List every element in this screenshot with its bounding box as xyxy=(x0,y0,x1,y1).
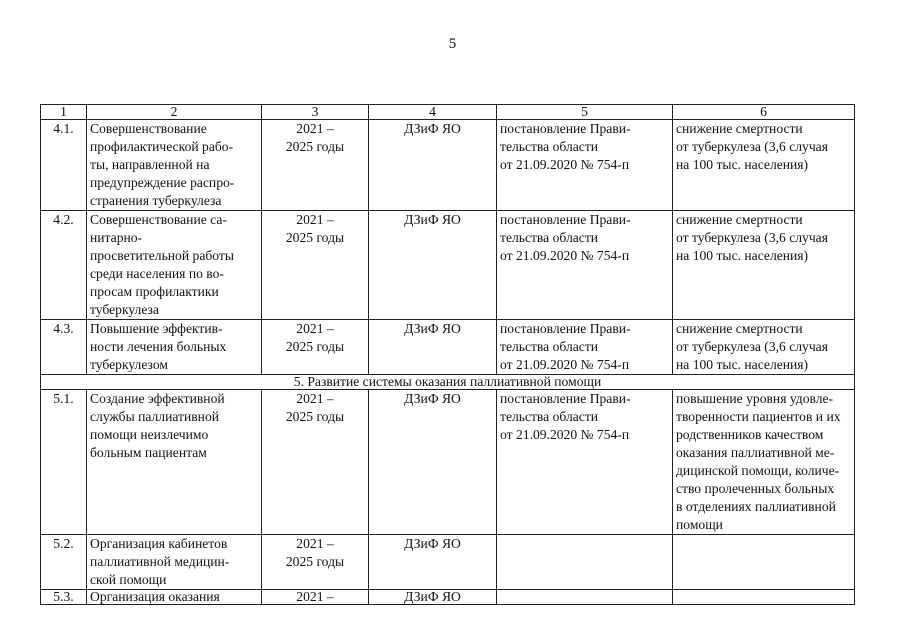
table-row xyxy=(41,120,855,211)
result-cell: снижение смертности от туберкулеза (3,6 случая на 100 тыс. населения) xyxy=(673,120,855,211)
row-number: 5.3. xyxy=(41,590,87,605)
result-cell: снижение смертности от туберкулеза (3,6 случая на 100 тыс. населения) xyxy=(673,320,855,375)
result-cell xyxy=(673,590,855,605)
section-title: 5. Развитие системы оказания паллиативной помощи xyxy=(41,375,855,390)
document-cell: постановление Прави- тельства области от 21.09.2020 № 754-п xyxy=(497,120,673,211)
action-cell: Организация оказания xyxy=(87,590,262,605)
row-number: 4.1. xyxy=(41,120,87,211)
document-cell xyxy=(497,590,673,605)
row-number: 5.1. xyxy=(41,390,87,535)
action-cell: Организация кабинетов паллиативной медицин- ской помощи xyxy=(87,535,262,590)
document-cell: постановление Прави- тельства области от 21.09.2020 № 754-п xyxy=(497,320,673,375)
executor-cell: ДЗиФ ЯО xyxy=(369,535,497,590)
executor-cell: ДЗиФ ЯО xyxy=(369,120,497,211)
executor-cell: ДЗиФ ЯО xyxy=(369,390,497,535)
period-cell: 2021 – xyxy=(262,590,369,605)
table-row xyxy=(41,211,855,320)
header-cell: 4 xyxy=(369,105,497,120)
period-cell: 2021 – 2025 годы xyxy=(262,211,369,320)
page-number: 5 xyxy=(448,36,457,52)
document-cell: постановление Прави- тельства области от 21.09.2020 № 754-п xyxy=(497,211,673,320)
executor-cell: ДЗиФ ЯО xyxy=(369,320,497,375)
table-row xyxy=(41,390,855,535)
table-header-row xyxy=(41,105,855,120)
action-cell: Создание эффективной службы паллиативной помощи неизлечимо больным пациентам xyxy=(87,390,262,535)
document-cell xyxy=(497,535,673,590)
period-cell: 2021 – 2025 годы xyxy=(262,535,369,590)
measures-table xyxy=(40,104,855,605)
result-cell xyxy=(673,535,855,590)
header-cell: 6 xyxy=(673,105,855,120)
header-cell: 5 xyxy=(497,105,673,120)
executor-cell: ДЗиФ ЯО xyxy=(369,211,497,320)
table-row xyxy=(41,590,855,605)
document-cell: постановление Прави- тельства области от 21.09.2020 № 754-п xyxy=(497,390,673,535)
executor-cell: ДЗиФ ЯО xyxy=(369,590,497,605)
row-number: 4.2. xyxy=(41,211,87,320)
header-cell: 2 xyxy=(87,105,262,120)
action-cell: Совершенствование са- нитарно- просветительной работы среди населения по во- просам профилактики туберкулеза xyxy=(87,211,262,320)
table-row xyxy=(41,535,855,590)
header-cell: 3 xyxy=(262,105,369,120)
table-row xyxy=(41,320,855,375)
result-cell: повышение уровня удовле- творенности пациентов и их родственников качеством оказания паллиативной ме- дицинской помощи, количе- ство пролеченных больных в отделениях паллиативной помощи xyxy=(673,390,855,535)
action-cell: Повышение эффектив- ности лечения больных туберкулезом xyxy=(87,320,262,375)
row-number: 5.2. xyxy=(41,535,87,590)
period-cell: 2021 – 2025 годы xyxy=(262,320,369,375)
period-cell: 2021 – 2025 годы xyxy=(262,390,369,535)
header-cell: 1 xyxy=(41,105,87,120)
action-cell: Совершенствование профилактической рабо- ты, направленной на предупреждение распро- странения туберкулеза xyxy=(87,120,262,211)
period-cell: 2021 – 2025 годы xyxy=(262,120,369,211)
result-cell: снижение смертности от туберкулеза (3,6 случая на 100 тыс. населения) xyxy=(673,211,855,320)
row-number: 4.3. xyxy=(41,320,87,375)
section-row xyxy=(41,375,855,390)
